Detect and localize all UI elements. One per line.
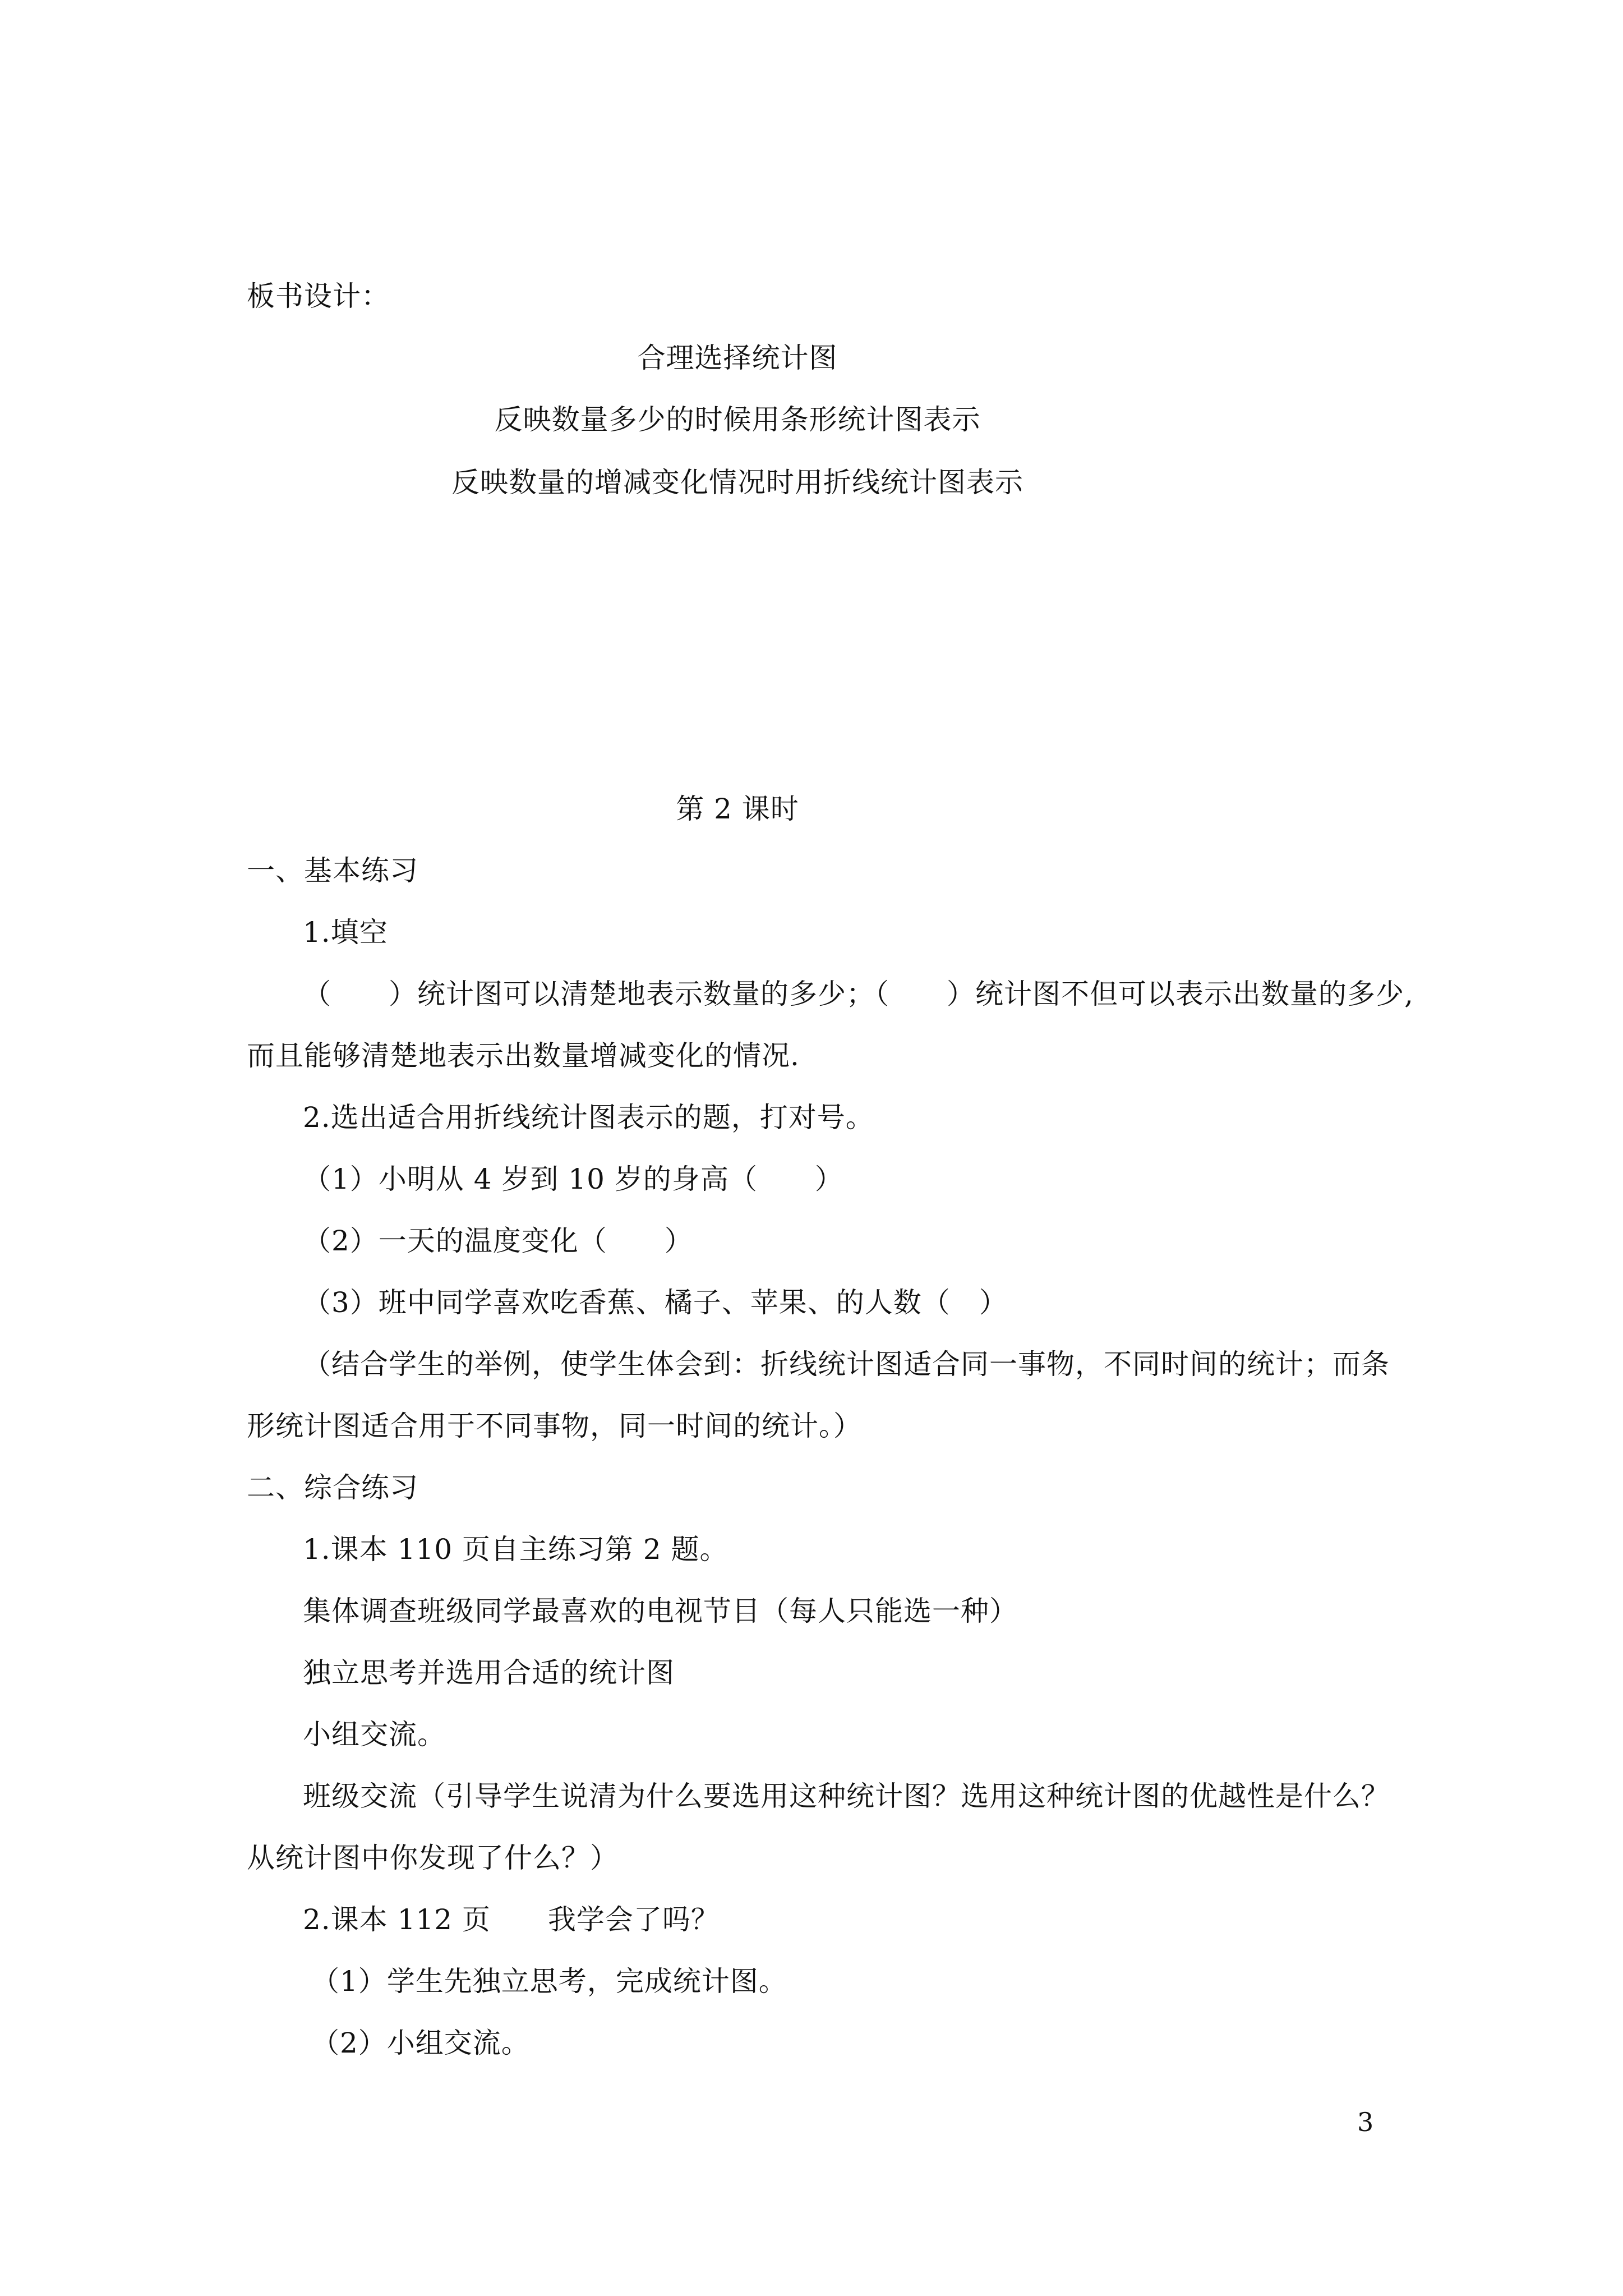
section-heading-basic: 一、基本练习: [247, 854, 418, 887]
note-line-1: （结合学生的举例，使学生体会到：折线统计图适合同一事物，不同时间的统计；而条: [303, 1348, 1390, 1381]
note-line-2: 形统计图适合用于不同事物，同一时间的统计。）: [247, 1410, 862, 1442]
question-1-title: 1.填空: [303, 916, 388, 949]
exercise-1-step: 独立思考并选用合适的统计图: [303, 1657, 675, 1689]
page-number: 3: [1357, 2107, 1374, 2137]
exercise-2-title: 2.课本 112 页 我学会了吗？: [303, 1903, 720, 1936]
question-2-item: （1）小明从 4 岁到 10 岁的身高（ ）: [303, 1163, 843, 1195]
question-1-line-1: （ ）统计图可以清楚地表示数量的多少；（ ）统计图不但可以表示出数量的多少,: [303, 978, 1414, 1010]
class-discussion-line-1: 班级交流（引导学生说清为什么要选用这种统计图？选用这种统计图的优越性是什么？: [303, 1780, 1390, 1812]
exercise-1-step: 集体调查班级同学最喜欢的电视节目（每人只能选一种）: [303, 1595, 1018, 1627]
question-2-item: （3）班中同学喜欢吃香蕉、橘子、苹果、的人数（ ）: [303, 1286, 1008, 1319]
board-design-title: 合理选择统计图: [637, 342, 838, 374]
board-design-line-2: 反映数量的增减变化情况时用折线统计图表示: [451, 466, 1023, 499]
class-discussion-line-2: 从统计图中你发现了什么？）: [247, 1842, 619, 1874]
question-2-title: 2.选出适合用折线统计图表示的题，打对号。: [303, 1101, 874, 1134]
exercise-2-step: （1）学生先独立思考，完成统计图。: [311, 1965, 787, 1998]
question-1-line-2: 而且能够清楚地表示出数量增减变化的情况.: [247, 1039, 800, 1072]
exercise-1-step: 小组交流。: [303, 1718, 446, 1751]
board-design-line-1: 反映数量多少的时候用条形统计图表示: [494, 403, 981, 436]
exercise-2-step: （2）小组交流。: [311, 2027, 530, 2059]
exercise-1-title: 1.课本 110 页自主练习第 2 题。: [303, 1533, 728, 1566]
board-design-label: 板书设计：: [247, 280, 390, 312]
lesson-title: 第 2 课时: [676, 793, 799, 825]
question-2-item: （2）一天的温度变化（ ）: [303, 1225, 693, 1257]
section-heading-comprehensive: 二、综合练习: [247, 1471, 418, 1504]
